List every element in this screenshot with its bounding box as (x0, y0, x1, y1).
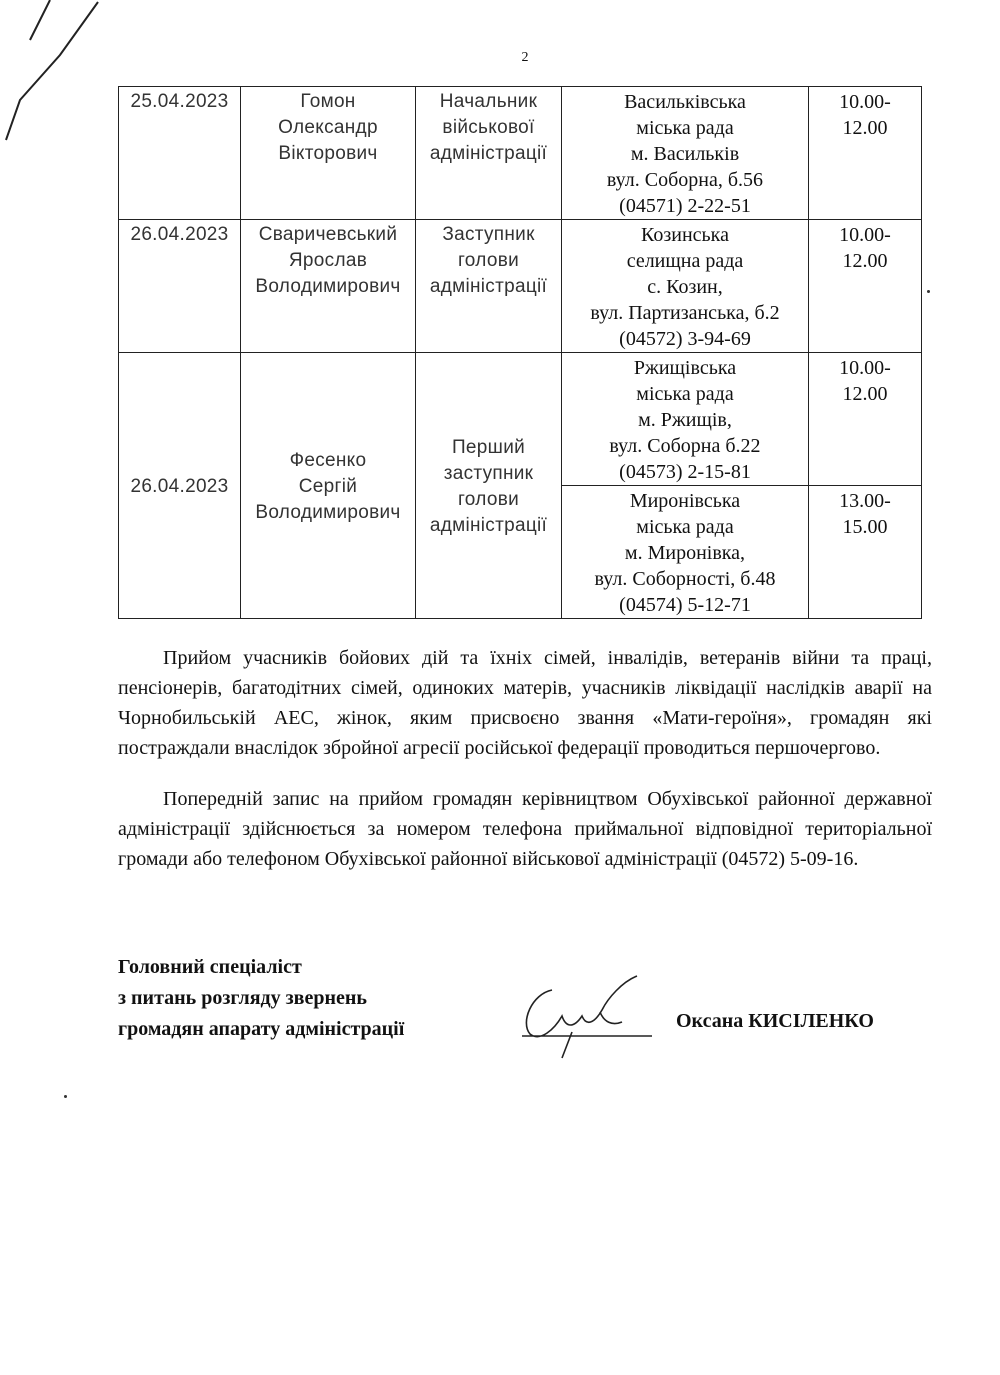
position-cell: Начальник військової адміністрації (416, 87, 562, 220)
priority-paragraph: Прийом учасників бойових дій та їхніх сімей, інвалідів, ветеранів війни та праці, пенсіонерів, багатодітних сімей, одиноких матерів, учасників ліквідації наслідків аварії на Чорнобильській АЕС, жінок, яким присвоєно звання «Мати-героїня», громадян які постраждали внаслідок збройної агресії російської федерації проводиться першочергово. (118, 647, 932, 759)
name-cell: Фесенко Сергій Володимирович (241, 353, 416, 619)
table-row (119, 353, 922, 486)
time-cell: 10.00- 12.00 (809, 353, 922, 486)
date-cell: 26.04.2023 (119, 353, 241, 619)
position-cell: Заступник голови адміністрації (416, 220, 562, 353)
date-cell: 25.04.2023 (119, 87, 241, 220)
schedule-table (118, 86, 922, 619)
name-cell: Сваричевський Ярослав Володимирович (241, 220, 416, 353)
name-cell: Гомон Олександр Вікторович (241, 87, 416, 220)
table-row (119, 220, 922, 353)
handwritten-signature (512, 972, 657, 1062)
scan-speck (64, 1095, 67, 1098)
signatory-title: Головний спеціаліст з питань розгляду звернень громадян апарату адміністрації (118, 956, 405, 1040)
place-cell: Миронівська міська рада м. Миронівка, вул. Соборності, б.48 (04574) 5-12-71 (562, 486, 809, 619)
date-cell: 26.04.2023 (119, 220, 241, 353)
place-cell: Козинська селищна рада с. Козин, вул. Партизанська, б.2 (04572) 3-94-69 (562, 220, 809, 353)
page-number: 2 (521, 50, 529, 65)
time-cell: 13.00- 15.00 (809, 486, 922, 619)
position-cell: Перший заступник голови адміністрації (416, 353, 562, 619)
time-cell: 10.00- 12.00 (809, 87, 922, 220)
place-cell: Васильківська міська рада м. Васильків вул. Соборна, б.56 (04571) 2-22-51 (562, 87, 809, 220)
time-cell: 10.00- 12.00 (809, 220, 922, 353)
table-row (119, 87, 922, 220)
margin-scribble (0, 0, 110, 160)
signer-name: Оксана КИСІЛЕНКО (676, 1010, 874, 1032)
place-cell: Ржищівська міська рада м. Ржищів, вул. Соборна б.22 (04573) 2-15-81 (562, 353, 809, 486)
scan-speck (927, 290, 930, 293)
appointment-paragraph: Попередній запис на прийом громадян керівництвом Обухівської районної державної адміністрації здійснюється за номером телефона приймальної відповідної територіальної громади або телефоном Обухівської районної військової адміністрації (04572) 5-09-16. (118, 788, 932, 870)
